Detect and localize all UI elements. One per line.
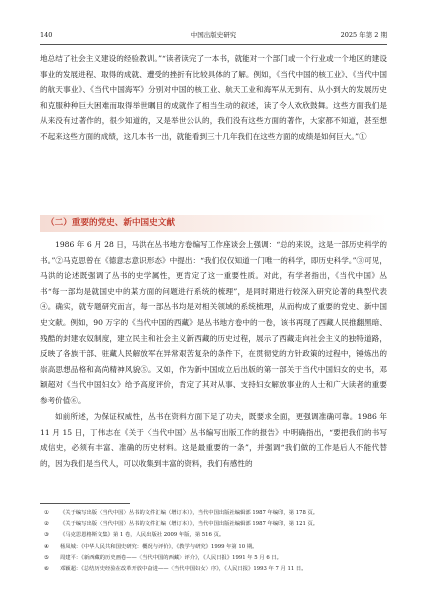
issue-label: 2025 年第 2 期 [340,31,387,39]
footnote-number: ⑤ [44,554,49,561]
body-paragraph: 如前所述，为保证权威性，丛书在资料方面下足了功夫，既要求全面，更强调准确可靠。1986 年 11 月 15 日，丁伟志在《关于〈当代中国〉丛书编写出版工作的报告》中明确指出，“要把我们的书写成信史，必须有丰富、准确的历史材料。这是最重要的一条”，并强调“我们做的工作是后人不能代替的，因为我们是当代人，可以收集到丰富的资料，我们有感性的 [40,412,387,468]
footnote-number: ① [44,510,49,516]
journal-title: 中国出版史研究 [190,31,237,39]
footnote [40,553,387,564]
footnote-text: 杨凤城：《中华人民共和国史研究：概况与评价》，《教学与研究》1999 年第 10 期。 [60,543,258,550]
footnote-number: ④ [44,543,49,550]
footnote-number: ③ [44,532,49,539]
page-number: 140 [40,31,53,39]
footnote [40,564,387,575]
footnote-list [40,508,387,575]
paragraph-continued: 地总结了社会主义建设的经验教训。”“读者读完了一本书，就能对一个部门或一个行业或一个地区的建设事业的发展进程、取得的成就、遭受的挫折有比较具体的了解。例如，《当代中国的核工业》、《当代中国的航天事业》、《当代中国海军》分别对中国的核工业、航天工业和海军从无到有、从小到大的发展历史和克服种种巨大困难而取得举世瞩目的成就作了相当生动的叙述，读了令人欢欣鼓舞。这些方面我们是从来没有过著作的，很少知道的，又是举世公认的，我们没有这些方面的著作，大家都不知道，甚至想不起来这些方面的成绩，这几本书一出，就能看到三十几年我们在这些方面的成绩是如何巨大。”① [40,54,387,141]
footnote-rule [40,503,130,504]
footnote-text: 周建平：《新西藏的历史画卷——〈当代中国的西藏〉评介》，《人民日报》1991 年 5 月 6 日。 [60,554,282,561]
footnote [40,519,387,530]
body-paragraph: 1986 年 6 月 28 日，马洪在丛书地方卷编写工作座谈会上强调：“总的来说，这是一部历史科学的书。”②马克思曾在《德意志意识形态》中提出：“我们仅仅知道一门唯一的科学，即历史科学。”③可见，马洪的论述既强调了丛书的史学属性，更肯定了这一重要性质。对此，有学者指出，《当代中国》丛书“每一部均是就国史中的某方面的问题进行系统的梳理”，是同时期进行较深入研究论著的典型代表④。确实，就专题研究而言，每一部丛书均是对相关领域的系统梳理，从而构成了重要的党史、新中国史文献。例如，90 万字的《当代中国的西藏》是丛书地方卷中的一卷，该书再现了西藏人民推翻黑暗、残酷的封建农奴制度，建立民主和社会主义新西藏的历史过程，展示了西藏走向社会主义的独特道路，反映了各族干部、驻藏人民解放军在异常艰苦复杂的条件下，在贯彻党的方针政策的过程中，锤炼出的崇高思想品格和高尚精神风貌⑤。又如，作为新中国成立后出版的第一部关于当代中国妇女的史书，邓颖超对《当代中国妇女》给予高度评价，肯定了其对从事、支持妇女解放事业的人士和广大读者的重要参考价值⑥。 [40,240,387,405]
footnote-text: 邓颖超：《总结历史经验在改革开放中奋进——〈当代中国妇女〉序》，《人民日报》1993 年 7 月 11 日。 [60,566,307,573]
running-header [40,29,387,41]
footnote [40,530,387,541]
footnote-number: ② [44,521,49,528]
footnote-number: ⑥ [44,566,49,573]
footnote-text: 《关于编写出版〈当代中国〉丛书的文件汇编（增订本）》，当代中国出版社编辑部 1987 年编印，第 178 页。 [60,510,319,516]
section-heading: （二）重要的党史、新中国史文献 [46,218,175,228]
footnote-text: 《关于编写出版〈当代中国〉丛书的文件汇编（增订本）》，当代中国出版社编辑部 1987 年编印，第 121 页。 [60,521,319,528]
footnote [40,508,387,519]
header-rule [40,44,387,45]
footnote [40,542,387,553]
footnote-text: 《马克思恩格斯文集》第 1 卷，人民出版社 2009 年版，第 516 页。 [60,532,225,539]
